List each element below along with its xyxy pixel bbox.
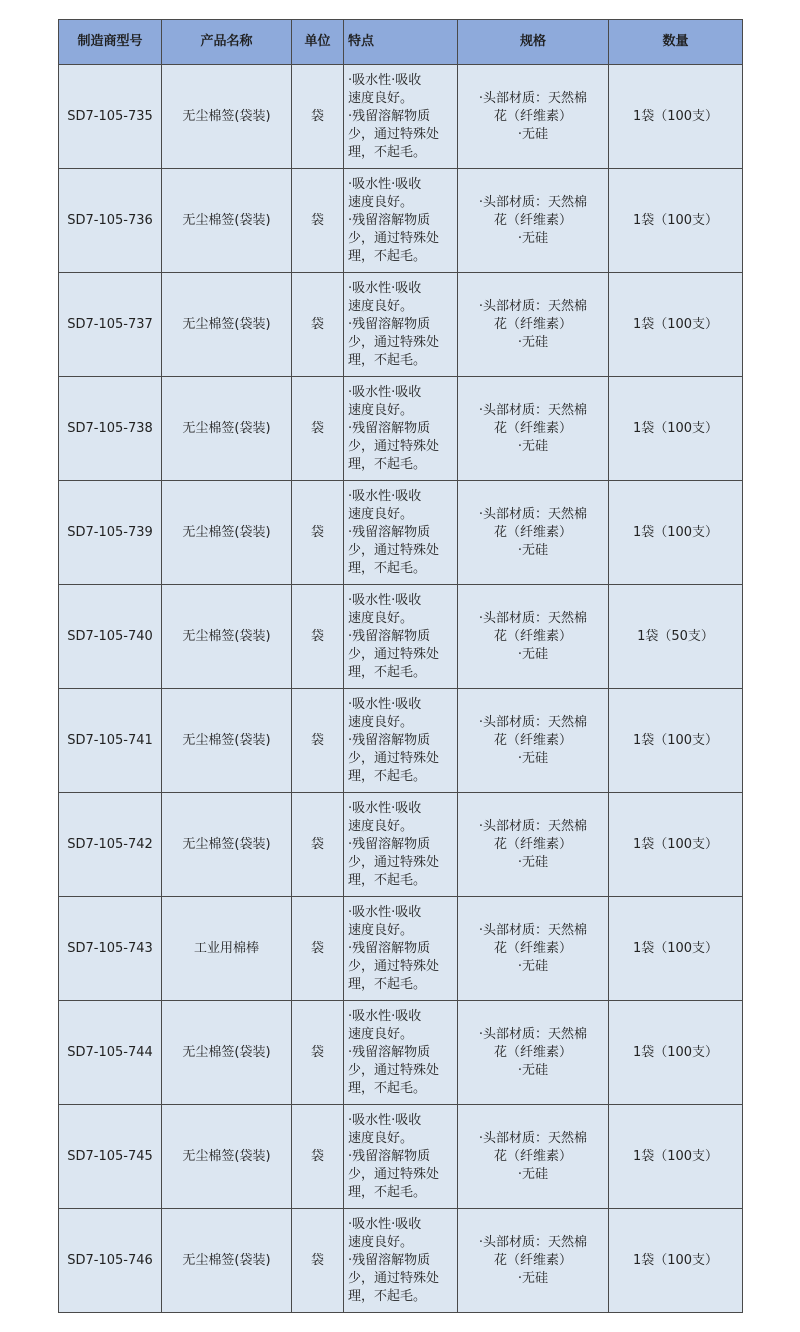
cell-features (344, 481, 458, 585)
feature-line: 理，不起毛。 (348, 664, 427, 680)
feature-line: ·残留溶解物质 (348, 732, 431, 748)
cell-features (344, 65, 458, 169)
spec-line: ·头部材质：天然棉 (478, 90, 588, 106)
table-row (59, 689, 743, 793)
table-row (59, 377, 743, 481)
spec-line: 花（纤维素） (493, 1044, 572, 1060)
cell-quantity: 1袋（100支） (609, 897, 743, 1001)
spec-line: 花（纤维素） (493, 940, 572, 956)
header-product-name: 产品名称 (162, 20, 292, 65)
spec-line: ·头部材质：天然棉 (478, 506, 588, 522)
feature-line: 速度良好。 (348, 194, 414, 210)
cell-spec (458, 897, 609, 1001)
cell-quantity: 1袋（100支） (609, 65, 743, 169)
feature-line: ·吸水性·吸收 (348, 72, 422, 88)
cell-product-name: 无尘棉签(袋装) (162, 1001, 292, 1105)
cell-spec (458, 1209, 609, 1313)
cell-model: SD7-105-746 (59, 1209, 162, 1313)
feature-line: ·吸水性·吸收 (348, 800, 422, 816)
cell-features (344, 273, 458, 377)
feature-line: 理，不起毛。 (348, 560, 427, 576)
feature-line: 少，通过特殊处 (348, 1270, 440, 1286)
cell-spec (458, 689, 609, 793)
cell-unit: 袋 (292, 1209, 344, 1313)
cell-features (344, 897, 458, 1001)
cell-product-name: 无尘棉签(袋装) (162, 585, 292, 689)
spec-line: 花（纤维素） (493, 628, 572, 644)
feature-line: 理，不起毛。 (348, 144, 427, 160)
cell-features (344, 689, 458, 793)
product-table (58, 19, 743, 1313)
feature-line: 少，通过特殊处 (348, 334, 440, 350)
feature-line: 少，通过特殊处 (348, 438, 440, 454)
feature-line: 少，通过特殊处 (348, 854, 440, 870)
spec-line: ·无硅 (517, 750, 549, 766)
feature-line: 速度良好。 (348, 922, 414, 938)
feature-line: 速度良好。 (348, 298, 414, 314)
cell-model: SD7-105-736 (59, 169, 162, 273)
cell-product-name: 无尘棉签(袋装) (162, 689, 292, 793)
feature-line: 少，通过特殊处 (348, 126, 440, 142)
spec-line: 花（纤维素） (493, 1148, 572, 1164)
cell-model: SD7-105-741 (59, 689, 162, 793)
cell-features (344, 377, 458, 481)
cell-quantity: 1袋（100支） (609, 273, 743, 377)
cell-model: SD7-105-740 (59, 585, 162, 689)
product-table-container (58, 19, 743, 1313)
feature-line: 速度良好。 (348, 610, 414, 626)
feature-line: 速度良好。 (348, 402, 414, 418)
feature-line: ·残留溶解物质 (348, 940, 431, 956)
feature-line: 理，不起毛。 (348, 976, 427, 992)
table-row (59, 1209, 743, 1313)
feature-line: 理，不起毛。 (348, 768, 427, 784)
cell-features (344, 1105, 458, 1209)
header-quantity: 数量 (609, 20, 743, 65)
table-row (59, 897, 743, 1001)
table-header (59, 20, 743, 65)
table-row (59, 169, 743, 273)
feature-line: ·吸水性·吸收 (348, 384, 422, 400)
cell-model: SD7-105-737 (59, 273, 162, 377)
feature-line: 理，不起毛。 (348, 1184, 427, 1200)
cell-features (344, 585, 458, 689)
feature-line: 少，通过特殊处 (348, 646, 440, 662)
cell-unit: 袋 (292, 793, 344, 897)
spec-line: ·头部材质：天然棉 (478, 922, 588, 938)
cell-product-name: 无尘棉签(袋装) (162, 169, 292, 273)
spec-line: ·无硅 (517, 1166, 549, 1182)
feature-line: 少，通过特殊处 (348, 958, 440, 974)
spec-line: ·无硅 (517, 1062, 549, 1078)
spec-line: ·无硅 (517, 646, 549, 662)
feature-line: 理，不起毛。 (348, 456, 427, 472)
cell-product-name: 无尘棉签(袋装) (162, 65, 292, 169)
cell-spec (458, 1105, 609, 1209)
feature-line: 理，不起毛。 (348, 352, 427, 368)
cell-unit: 袋 (292, 689, 344, 793)
cell-unit: 袋 (292, 65, 344, 169)
spec-line: 花（纤维素） (493, 524, 572, 540)
cell-spec (458, 169, 609, 273)
header-model: 制造商型号 (59, 20, 162, 65)
spec-line: 花（纤维素） (493, 316, 572, 332)
cell-model: SD7-105-742 (59, 793, 162, 897)
feature-line: ·吸水性·吸收 (348, 696, 422, 712)
header-spec: 规格 (458, 20, 609, 65)
spec-line: ·头部材质：天然棉 (478, 298, 588, 314)
feature-line: 少，通过特殊处 (348, 230, 440, 246)
feature-line: 理，不起毛。 (348, 1080, 427, 1096)
cell-unit: 袋 (292, 1105, 344, 1209)
feature-line: ·残留溶解物质 (348, 212, 431, 228)
cell-unit: 袋 (292, 273, 344, 377)
feature-line: 速度良好。 (348, 1234, 414, 1250)
feature-line: 理，不起毛。 (348, 1288, 427, 1304)
feature-line: ·吸水性·吸收 (348, 1008, 422, 1024)
feature-line: ·残留溶解物质 (348, 524, 431, 540)
spec-line: ·头部材质：天然棉 (478, 818, 588, 834)
table-row (59, 273, 743, 377)
feature-line: ·残留溶解物质 (348, 420, 431, 436)
cell-unit: 袋 (292, 481, 344, 585)
cell-model: SD7-105-745 (59, 1105, 162, 1209)
feature-line: ·吸水性·吸收 (348, 176, 422, 192)
feature-line: 速度良好。 (348, 90, 414, 106)
spec-line: ·头部材质：天然棉 (478, 194, 588, 210)
spec-line: ·头部材质：天然棉 (478, 714, 588, 730)
cell-features (344, 793, 458, 897)
spec-line: ·头部材质：天然棉 (478, 1026, 588, 1042)
cell-model: SD7-105-743 (59, 897, 162, 1001)
spec-line: ·头部材质：天然棉 (478, 1130, 588, 1146)
cell-model: SD7-105-739 (59, 481, 162, 585)
cell-model: SD7-105-738 (59, 377, 162, 481)
cell-spec (458, 377, 609, 481)
spec-line: ·无硅 (517, 1270, 549, 1286)
spec-line: ·无硅 (517, 542, 549, 558)
table-row (59, 793, 743, 897)
table-row (59, 65, 743, 169)
cell-quantity: 1袋（100支） (609, 1001, 743, 1105)
cell-spec (458, 65, 609, 169)
feature-line: 少，通过特殊处 (348, 1166, 440, 1182)
feature-line: ·吸水性·吸收 (348, 280, 422, 296)
cell-unit: 袋 (292, 897, 344, 1001)
table-row (59, 1001, 743, 1105)
feature-line: 少，通过特殊处 (348, 542, 440, 558)
cell-product-name: 无尘棉签(袋装) (162, 1209, 292, 1313)
cell-quantity: 1袋（100支） (609, 1105, 743, 1209)
feature-line: ·吸水性·吸收 (348, 488, 422, 504)
cell-spec (458, 273, 609, 377)
feature-line: ·残留溶解物质 (348, 836, 431, 852)
feature-line: ·吸水性·吸收 (348, 904, 422, 920)
feature-line: 速度良好。 (348, 818, 414, 834)
spec-line: 花（纤维素） (493, 420, 572, 436)
spec-line: ·头部材质：天然棉 (478, 1234, 588, 1250)
feature-line: ·残留溶解物质 (348, 108, 431, 124)
cell-product-name: 无尘棉签(袋装) (162, 377, 292, 481)
cell-quantity: 1袋（50支） (609, 585, 743, 689)
cell-unit: 袋 (292, 169, 344, 273)
spec-line: ·无硅 (517, 126, 549, 142)
feature-line: ·残留溶解物质 (348, 316, 431, 332)
feature-line: 少，通过特殊处 (348, 750, 440, 766)
header-features: 特点 (344, 20, 458, 65)
cell-unit: 袋 (292, 1001, 344, 1105)
spec-line: ·无硅 (517, 230, 549, 246)
feature-line: 速度良好。 (348, 1130, 414, 1146)
cell-quantity: 1袋（100支） (609, 1209, 743, 1313)
feature-line: ·残留溶解物质 (348, 628, 431, 644)
feature-line: 速度良好。 (348, 506, 414, 522)
cell-spec (458, 481, 609, 585)
feature-line: 理，不起毛。 (348, 872, 427, 888)
spec-line: 花（纤维素） (493, 836, 572, 852)
cell-features (344, 169, 458, 273)
feature-line: ·残留溶解物质 (348, 1044, 431, 1060)
table-row (59, 1105, 743, 1209)
cell-unit: 袋 (292, 377, 344, 481)
spec-line: ·头部材质：天然棉 (478, 610, 588, 626)
spec-line: 花（纤维素） (493, 108, 572, 124)
cell-quantity: 1袋（100支） (609, 793, 743, 897)
cell-product-name: 无尘棉签(袋装) (162, 481, 292, 585)
cell-quantity: 1袋（100支） (609, 377, 743, 481)
cell-spec (458, 1001, 609, 1105)
spec-line: ·无硅 (517, 854, 549, 870)
feature-line: ·残留溶解物质 (348, 1252, 431, 1268)
spec-line: ·无硅 (517, 334, 549, 350)
spec-line: ·无硅 (517, 438, 549, 454)
table-row (59, 585, 743, 689)
feature-line: ·吸水性·吸收 (348, 1216, 422, 1232)
cell-product-name: 无尘棉签(袋装) (162, 273, 292, 377)
feature-line: 速度良好。 (348, 1026, 414, 1042)
table-row (59, 481, 743, 585)
spec-line: ·无硅 (517, 958, 549, 974)
cell-spec (458, 793, 609, 897)
spec-line: 花（纤维素） (493, 732, 572, 748)
cell-model: SD7-105-735 (59, 65, 162, 169)
cell-features (344, 1209, 458, 1313)
spec-line: ·头部材质：天然棉 (478, 402, 588, 418)
cell-product-name: 工业用棉棒 (162, 897, 292, 1001)
cell-spec (458, 585, 609, 689)
feature-line: 理，不起毛。 (348, 248, 427, 264)
cell-features (344, 1001, 458, 1105)
cell-quantity: 1袋（100支） (609, 169, 743, 273)
cell-product-name: 无尘棉签(袋装) (162, 1105, 292, 1209)
feature-line: ·吸水性·吸收 (348, 592, 422, 608)
cell-model: SD7-105-744 (59, 1001, 162, 1105)
header-row (59, 20, 743, 65)
feature-line: ·吸水性·吸收 (348, 1112, 422, 1128)
cell-quantity: 1袋（100支） (609, 689, 743, 793)
feature-line: 少，通过特殊处 (348, 1062, 440, 1078)
cell-product-name: 无尘棉签(袋装) (162, 793, 292, 897)
feature-line: 速度良好。 (348, 714, 414, 730)
feature-line: ·残留溶解物质 (348, 1148, 431, 1164)
spec-line: 花（纤维素） (493, 212, 572, 228)
cell-unit: 袋 (292, 585, 344, 689)
spec-line: 花（纤维素） (493, 1252, 572, 1268)
table-body (59, 65, 743, 1313)
cell-quantity: 1袋（100支） (609, 481, 743, 585)
header-unit: 单位 (292, 20, 344, 65)
